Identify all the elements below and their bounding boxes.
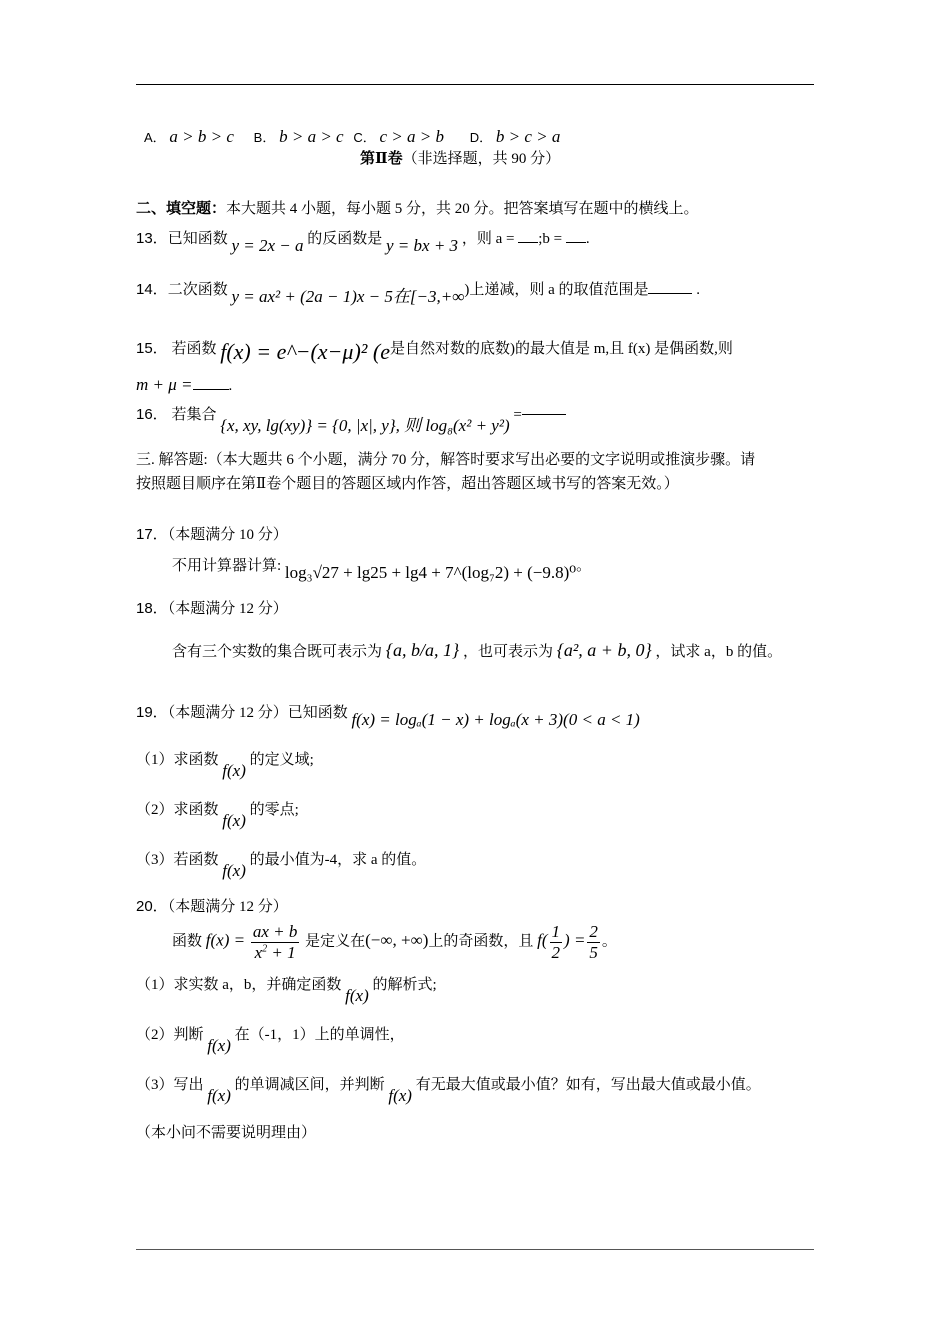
question-19: 19．（本题满分 12 分）已知函数 f(x) = logₐ(1 − x) + logₐ(x + 3)(0 < a < 1) (136, 704, 640, 729)
part2-note: （非选择题，共 90 分） (402, 151, 561, 167)
q18-set2: {a², a + b, 0} (556, 640, 652, 660)
q17-expr: log₃√27 + lg25 + lg4 + 7^(log₇2) + (−9.8)⁰ (284, 563, 577, 582)
q14-expr: y = ax² + (2a − 1)x − 5在[−3,+∞ (231, 287, 465, 306)
question-19-part1: （1）求函数 f(x) 的定义域; (136, 752, 314, 780)
part2-heading (360, 152, 560, 167)
option-b-expr: b > a > c (279, 127, 344, 146)
footer-rule (136, 1249, 814, 1250)
choice-options (144, 128, 560, 146)
option-c-label: C． (353, 130, 376, 145)
answer-blank-b[interactable] (566, 242, 586, 243)
q19-expr: f(x) = logₐ(1 − x) + logₐ(x + 3)(0 < a < 1) (351, 710, 640, 729)
option-b-label: B． (253, 130, 276, 145)
part2-title: 第Ⅱ卷 (360, 151, 403, 167)
question-20-part4: （本小问不需要说明理由） (136, 1125, 317, 1141)
q16-expr: {x, xy, lg(xy)} = {0, |x|, y}, 则 log₈(x² + y²) (220, 416, 510, 435)
question-20-part1: （1）求实数 a，b，并确定函数 f(x) 的解析式; (136, 977, 437, 1005)
q20-fx-def: f(x) = (205, 930, 246, 950)
option-d-label: D． (469, 130, 493, 145)
option-a-expr: a > b > c (169, 127, 234, 146)
solve-section-line2: 按照题目顺序在第Ⅱ卷个题目的答题区域内作答，超出答题区域书写的答案无效。） (136, 476, 679, 492)
answer-blank-15[interactable] (193, 389, 229, 390)
question-19-part2: （2）求函数 f(x) 的零点; (136, 802, 299, 830)
question-16: 16． 若集合 {x, xy, lg(xy)} = {0, |x|, y}, 则 log₈(x² + y²) = (136, 405, 566, 423)
question-20: 20．（本题满分 12 分） (136, 898, 288, 915)
answer-blank-14[interactable] (648, 293, 692, 294)
q13-expr1: y = 2x − a (231, 236, 304, 255)
option-a-label: A． (144, 130, 166, 145)
q20-domain: (−∞, +∞) (365, 930, 429, 950)
q20-fraction: $\frac{ax + b}{x^2 + 1}$ (252, 922, 298, 962)
q15-expr: f(x) = e^−(x−μ)² (e (220, 339, 390, 364)
q18-set1: {a, b/a, 1} (385, 640, 460, 660)
q13-expr2: y = bx + 3 (386, 236, 459, 255)
question-20-part2: （2）判断 f(x) 在（-1，1）上的单调性， (136, 1027, 405, 1055)
answer-blank-16[interactable] (522, 414, 566, 415)
question-18: 18．（本题满分 12 分） (136, 600, 288, 617)
question-17: 17．（本题满分 10 分） (136, 526, 288, 543)
answer-blank-a[interactable] (518, 242, 538, 243)
question-20-part3: （3）写出 f(x) 的单调减区间，并判断 f(x) 有无最大值或最小值？如有，写出最大值或最小值。 (136, 1077, 761, 1105)
header-rule (136, 84, 814, 85)
question-15-line2: m + μ = . (136, 375, 233, 394)
question-18-body: 含有三个实数的集合既可表示为 {a, b/a, 1} ，也可表示为 {a², a + b, 0} ，试求 a，b 的值。 (172, 640, 783, 660)
question-17-body: 不用计算器计算: log₃√27 + lg25 + lg4 + 7^(log₇2) + (−9.8)⁰。 (172, 558, 592, 582)
solve-section-line1: 三. 解答题:（本大题共 6 个小题，满分 70 分，解答时要求写出必要的文字说明或推演步骤。请 (136, 452, 756, 468)
question-13: 13．已知函数 y = 2x − a 的反函数是 y = bx + 3 ，则 a = ;b = . (136, 230, 590, 255)
fill-section-heading: 二、填空题：本大题共 4 小题，每小题 5 分，共 20 分。把答案填写在题中的横线上。 (136, 201, 699, 217)
q20-condition: f( (537, 930, 548, 950)
option-d-expr: b > c > a (495, 127, 561, 146)
option-c-expr: c > a > b (379, 127, 444, 146)
question-19-part3: （3）若函数 f(x) 的最小值为-4，求 a 的值。 (136, 852, 427, 880)
question-14: 14．二次函数 y = ax² + (2a − 1)x − 5在[−3,+∞)上递减，则 a 的取值范围是 . (136, 281, 700, 306)
question-15: 15． 若函数 f(x) = e^−(x−μ)² (e是自然对数的底数)的最大值是 m,且 f(x) 是偶函数,则 (136, 339, 733, 364)
question-20-body: 函数 f(x) = $\frac{ax + b}{x^2 + 1}$ 是定义在(−∞, +∞)上的奇函数，且 f( $\frac{1}{2}$ ) = $\frac{2}{5}$ 。 (172, 922, 617, 962)
